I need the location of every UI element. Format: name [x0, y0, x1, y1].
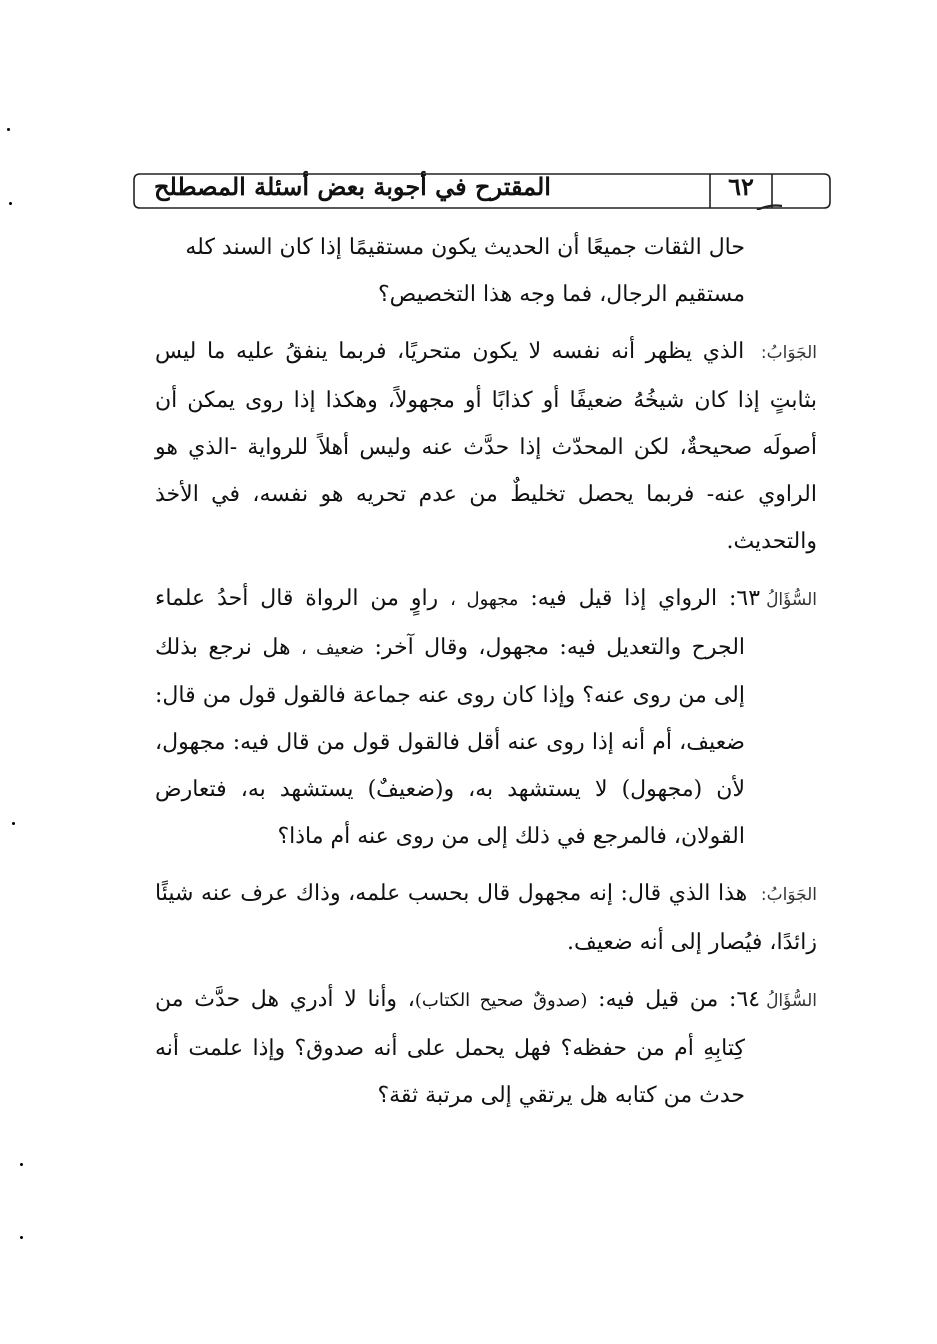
question-text-part: من قيل فيه: [598, 987, 719, 1012]
page-body [155, 224, 817, 1119]
running-title: المقترح في أجوبة بعض أسئلة المصطلح [154, 172, 551, 201]
scan-speck [20, 1163, 23, 1166]
question-text-part: ، وأنا لا أدري هل حدَّث من كِتابِهِ أم من حفظه؟ فهل يحمل على أنه صدوق؟ وإذا علمت أنه حدث من كتابه هل يرتقي إلى مرتبة ثقة؟ [155, 987, 745, 1108]
question-63-paragraph [155, 575, 817, 860]
question-text-part: هل نرجع بذلك إلى من روى عنه؟ وإذا كان روى عنه جماعة فالقول قول من قال: ضعيف، أم أنه إذا روى عنه أقل فالقول قول من قال فيه: مجهول، لأن (مجهول) لا يستشهد به، و(ضعيفٌ) يستشهد به، فتعارض القولان، فالمرجع في ذلك إلى من روى عنه أم ماذا؟ [155, 635, 745, 849]
scan-speck [9, 202, 12, 205]
answer-text: هذا الذي قال: إنه مجهول قال بحسب علمه، وذاك عرف عنه شيئًا زائدًا، فيُصار إلى أنه ضعيف. [155, 881, 817, 955]
scan-speck [7, 128, 10, 131]
scan-speck [12, 822, 15, 825]
question-64-paragraph [155, 976, 817, 1119]
answer-paragraph-2 [155, 870, 817, 966]
question-text-part: الرواي إذا قيل فيه: [530, 586, 718, 611]
quoted-term: (صدوقٌ صحيح الكتاب) [414, 990, 588, 1011]
question-text-part: راوٍ من الرواة قال أحدُ علماء الجرح والتعديل فيه: مجهول، وقال آخر: [155, 586, 746, 660]
continuation-paragraph [155, 224, 817, 318]
answer-label: الجَوَابُ: [760, 885, 817, 905]
question-number: ٦٤: [729, 987, 761, 1012]
quoted-term: مجهول ، [450, 589, 519, 610]
question-label: السُّؤَالُ [766, 991, 818, 1011]
scan-speck [20, 1236, 23, 1239]
continuation-line-2: مستقيم الرجال، فما وجه هذا التخصيص؟ [378, 282, 745, 307]
quoted-term: ضعيف ، [301, 638, 365, 659]
question-number: ٦٣: [729, 586, 761, 611]
answer-label: الجَوَابُ: [760, 343, 817, 363]
answer-paragraph-1 [155, 328, 817, 565]
continuation-line-1: حال الثقات جميعًا أن الحديث يكون مستقيمًا إذا كان السند كله [185, 235, 745, 260]
answer-text: الذي يظهر أنه نفسه لا يكون متحريًا، فربما ينفقُ عليه ما ليس بثابتٍ إذا كان شيخُهُ ضعيفًا أو كذابًا أو مجهولاً، وهكذا إذا روى يمكن أن أصولَه صحيحةٌ، لكن المحدّث إذا حدَّث عنه وليس أهلاً للرواية -الذي هو الراوي عنه- فربما يحصل تخليطٌ من عدم تحريه هو نفسه، في الأخذ والتحديث. [155, 339, 817, 554]
question-label: السُّؤَالُ [766, 590, 817, 610]
page-number: ٦٢ [728, 172, 754, 201]
